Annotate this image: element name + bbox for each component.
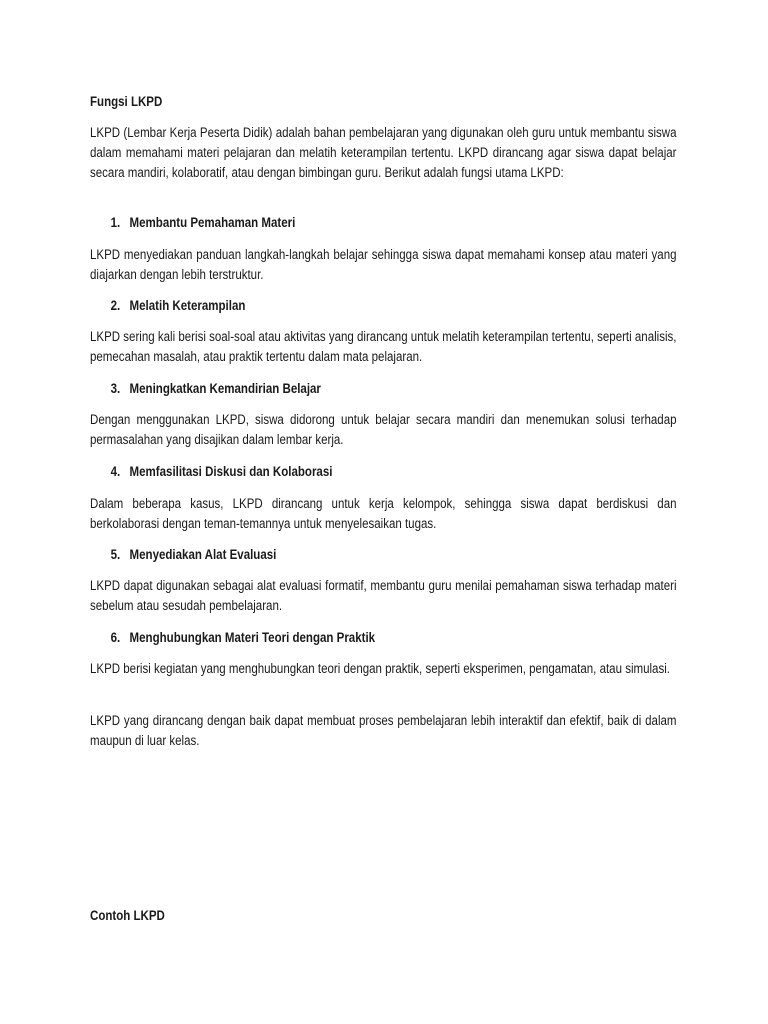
closing-paragraph: LKPD yang dirancang dengan baik dapat membuat proses pembelajaran lebih interaktif dan efektif, baik di dalam maupun di luar kelas. — [90, 713, 677, 748]
list-item-text-4: Dalam beberapa kasus, LKPD dirancang untuk kerja kelompok, sehingga siswa dapat berdiskusi dan berkolaborasi dengan teman-temannya untuk menyelesaikan tugas. — [90, 496, 677, 531]
list-item-heading-2 — [111, 296, 246, 315]
list-item-number: 2. — [110, 298, 121, 313]
list-item-title: Menyediakan Alat Evaluasi — [129, 547, 277, 562]
list-item-text-3: Dengan menggunakan LKPD, siswa didorong untuk belajar secara mandiri dan menemukan solusi terhadap permasalahan yang disajikan dalam lembar kerja. — [90, 412, 677, 447]
list-item-text-2: LKPD sering kali berisi soal-soal atau aktivitas yang dirancang untuk melatih keterampilan tertentu, seperti analisis, pemecahan masalah, atau praktik tertentu dalam mata pelajaran. — [90, 329, 677, 364]
list-item-number: 1. — [110, 215, 121, 230]
list-item-number: 6. — [110, 630, 121, 645]
list-item-heading-1 — [111, 213, 296, 232]
list-item-title: Membantu Pemahaman Materi — [129, 215, 296, 230]
list-item-number: 3. — [110, 381, 121, 396]
next-section-title: Contoh LKPD — [90, 908, 165, 923]
list-item-title: Meningkatkan Kemandirian Belajar — [129, 381, 321, 396]
list-item-heading-6 — [111, 628, 375, 647]
list-item-text-6: LKPD berisi kegiatan yang menghubungkan teori dengan praktik, seperti eksperimen, pengamatan, atau simulasi. — [90, 661, 670, 676]
list-item-text-1: LKPD menyediakan panduan langkah-langkah belajar sehingga siswa dapat memahami konsep atau materi yang diajarkan dengan lebih terstruktur. — [90, 247, 677, 282]
list-item-text-5: LKPD dapat digunakan sebagai alat evaluasi formatif, membantu guru menilai pemahaman siswa terhadap materi sebelum atau sesudah pembelajaran. — [90, 578, 677, 613]
document-page — [90, 0, 677, 1024]
list-item-title: Melatih Keterampilan — [129, 298, 246, 313]
list-item-heading-3 — [111, 379, 321, 398]
list-item-title: Menghubungkan Materi Teori dengan Praktik — [129, 630, 376, 645]
section-title: Fungsi LKPD — [90, 94, 163, 109]
list-item-number: 5. — [110, 547, 121, 562]
list-item-heading-4 — [111, 462, 333, 481]
intro-paragraph: LKPD (Lembar Kerja Peserta Didik) adalah bahan pembelajaran yang digunakan oleh guru untuk membantu siswa dalam memahami materi pelajaran dan melatih keterampilan tertentu. LKPD dirancang agar siswa dapat belajar secara mandiri, kolaboratif, atau dengan bimbingan guru. Berikut adalah fungsi utama LKPD: — [90, 125, 677, 180]
list-item-number: 4. — [110, 464, 121, 479]
list-item-heading-5 — [111, 545, 277, 564]
list-item-title: Memfasilitasi Diskusi dan Kolaborasi — [129, 464, 333, 479]
